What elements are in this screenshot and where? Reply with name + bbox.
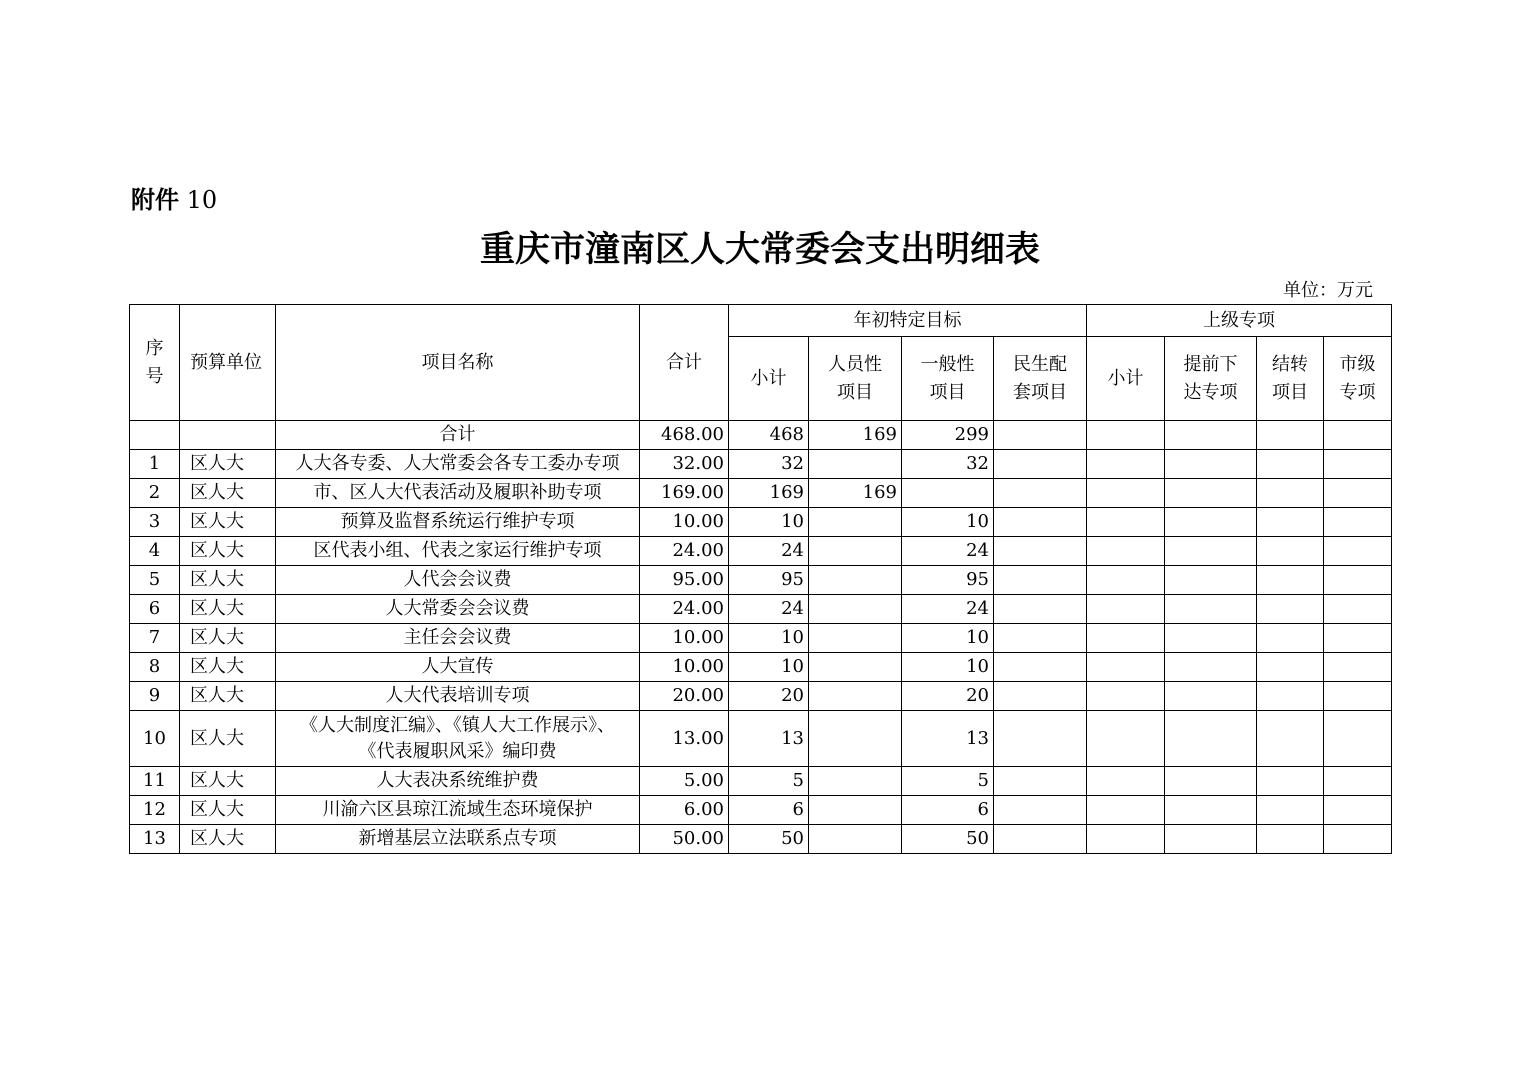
row-g2-municipal	[1324, 767, 1392, 796]
row-g2-municipal	[1324, 711, 1392, 767]
row-unit: 区人大	[180, 537, 276, 566]
header-unit: 预算单位	[180, 305, 276, 421]
header-g1-personnel: 人员性 项目	[809, 337, 902, 421]
row-g2-subtotal	[1087, 624, 1165, 653]
row-name: 新增基层立法联系点专项	[276, 825, 640, 854]
row-g2-advance	[1165, 479, 1257, 508]
row-subtotal: 50	[729, 825, 809, 854]
row-name	[276, 711, 640, 767]
row-g2-carryover	[1257, 450, 1324, 479]
row-name: 人大表决系统维护费	[276, 767, 640, 796]
row-general: 24	[902, 537, 994, 566]
row-general: 10	[902, 624, 994, 653]
row-seq: 9	[130, 682, 180, 711]
row-personnel	[809, 825, 902, 854]
attachment-word: 附件	[131, 186, 179, 214]
row-g2-subtotal	[1087, 595, 1165, 624]
header-group-superior: 上级专项	[1087, 305, 1392, 337]
row-general: 20	[902, 682, 994, 711]
row-unit: 区人大	[180, 479, 276, 508]
row-g2-municipal	[1324, 537, 1392, 566]
row-personnel	[809, 682, 902, 711]
row-subtotal: 10	[729, 508, 809, 537]
row-g2-municipal	[1324, 479, 1392, 508]
row-general: 50	[902, 825, 994, 854]
row-general	[902, 479, 994, 508]
total-row-general: 299	[902, 421, 994, 450]
row-general: 10	[902, 508, 994, 537]
header-g1-livelihood: 民生配 套项目	[994, 337, 1087, 421]
row-personnel	[809, 796, 902, 825]
row-seq: 13	[130, 825, 180, 854]
row-unit: 区人大	[180, 450, 276, 479]
row-g2-subtotal	[1087, 711, 1165, 767]
row-seq: 1	[130, 450, 180, 479]
row-g2-advance	[1165, 767, 1257, 796]
row-personnel	[809, 595, 902, 624]
header-g2-subtotal: 小计	[1087, 337, 1165, 421]
row-g2-subtotal	[1087, 653, 1165, 682]
row-total: 95.00	[640, 566, 729, 595]
row-name-line: 《人大制度汇编》、《镇人大工作展示》、	[300, 714, 615, 736]
row-seq: 7	[130, 624, 180, 653]
table-row	[130, 479, 1392, 508]
row-g2-subtotal	[1087, 537, 1165, 566]
row-personnel	[809, 653, 902, 682]
row-general: 10	[902, 653, 994, 682]
row-seq: 12	[130, 796, 180, 825]
row-name: 主任会会议费	[276, 624, 640, 653]
header-g2-municipal: 市级 专项	[1324, 337, 1392, 421]
row-subtotal: 95	[729, 566, 809, 595]
row-livelihood	[994, 825, 1087, 854]
row-livelihood	[994, 508, 1087, 537]
page-title: 重庆市潼南区人大常委会支出明细表	[479, 229, 1040, 270]
row-total: 24.00	[640, 537, 729, 566]
row-subtotal: 6	[729, 796, 809, 825]
row-g2-advance	[1165, 711, 1257, 767]
total-row-personnel: 169	[809, 421, 902, 450]
header-total: 合计	[640, 305, 729, 421]
row-livelihood	[994, 537, 1087, 566]
row-g2-municipal	[1324, 653, 1392, 682]
row-personnel	[809, 624, 902, 653]
row-name: 人大宣传	[276, 653, 640, 682]
table-row	[130, 537, 1392, 566]
row-g2-carryover	[1257, 711, 1324, 767]
table-row	[130, 508, 1392, 537]
row-subtotal: 24	[729, 595, 809, 624]
total-row	[130, 421, 1392, 450]
row-unit: 区人大	[180, 508, 276, 537]
row-subtotal: 32	[729, 450, 809, 479]
row-g2-municipal	[1324, 825, 1392, 854]
header-name: 项目名称	[276, 305, 640, 421]
expense-table	[129, 304, 1392, 854]
table-row	[130, 624, 1392, 653]
row-name: 川渝六区县琼江流域生态环境保护	[276, 796, 640, 825]
header-g2-carryover: 结转 项目	[1257, 337, 1324, 421]
row-total: 20.00	[640, 682, 729, 711]
row-name: 人大常委会会议费	[276, 595, 640, 624]
table-row	[130, 566, 1392, 595]
row-total: 24.00	[640, 595, 729, 624]
row-unit: 区人大	[180, 566, 276, 595]
row-total: 32.00	[640, 450, 729, 479]
attachment-label	[131, 180, 217, 215]
row-personnel	[809, 508, 902, 537]
row-personnel	[809, 566, 902, 595]
row-personnel	[809, 450, 902, 479]
row-personnel	[809, 711, 902, 767]
row-livelihood	[994, 566, 1087, 595]
row-g2-carryover	[1257, 796, 1324, 825]
row-unit: 区人大	[180, 682, 276, 711]
row-g2-municipal	[1324, 595, 1392, 624]
row-name: 人大各专委、人大常委会各专工委办专项	[276, 450, 640, 479]
row-g2-advance	[1165, 595, 1257, 624]
row-g2-carryover	[1257, 595, 1324, 624]
row-total: 169.00	[640, 479, 729, 508]
row-name: 预算及监督系统运行维护专项	[276, 508, 640, 537]
row-total: 6.00	[640, 796, 729, 825]
row-g2-advance	[1165, 566, 1257, 595]
row-g2-advance	[1165, 653, 1257, 682]
row-g2-carryover	[1257, 767, 1324, 796]
row-unit: 区人大	[180, 595, 276, 624]
row-unit: 区人大	[180, 825, 276, 854]
row-unit: 区人大	[180, 767, 276, 796]
row-subtotal: 5	[729, 767, 809, 796]
row-livelihood	[994, 624, 1087, 653]
row-g2-municipal	[1324, 566, 1392, 595]
table-row	[130, 682, 1392, 711]
row-g2-carryover	[1257, 566, 1324, 595]
row-livelihood	[994, 711, 1087, 767]
row-total: 50.00	[640, 825, 729, 854]
row-g2-carryover	[1257, 825, 1324, 854]
row-seq: 8	[130, 653, 180, 682]
row-g2-subtotal	[1087, 767, 1165, 796]
row-g2-carryover	[1257, 682, 1324, 711]
row-g2-municipal	[1324, 508, 1392, 537]
row-g2-advance	[1165, 825, 1257, 854]
row-personnel	[809, 767, 902, 796]
row-general: 5	[902, 767, 994, 796]
row-seq: 4	[130, 537, 180, 566]
total-row-subtotal: 468	[729, 421, 809, 450]
row-g2-advance	[1165, 450, 1257, 479]
row-g2-municipal	[1324, 796, 1392, 825]
row-name: 人代会会议费	[276, 566, 640, 595]
row-g2-carryover	[1257, 537, 1324, 566]
row-g2-advance	[1165, 682, 1257, 711]
table-row	[130, 450, 1392, 479]
table-row	[130, 653, 1392, 682]
row-total: 10.00	[640, 624, 729, 653]
row-g2-municipal	[1324, 450, 1392, 479]
table-row	[130, 711, 1392, 767]
row-general: 32	[902, 450, 994, 479]
row-name: 人大代表培训专项	[276, 682, 640, 711]
row-general: 13	[902, 711, 994, 767]
row-unit: 区人大	[180, 624, 276, 653]
row-g2-carryover	[1257, 653, 1324, 682]
row-g2-subtotal	[1087, 479, 1165, 508]
total-row-label: 合计	[276, 421, 640, 450]
table-row	[130, 825, 1392, 854]
table-row	[130, 796, 1392, 825]
row-g2-municipal	[1324, 682, 1392, 711]
row-subtotal: 10	[729, 624, 809, 653]
row-general: 6	[902, 796, 994, 825]
row-g2-advance	[1165, 537, 1257, 566]
row-name-line: 《代表履职风采》编印费	[358, 740, 557, 762]
row-livelihood	[994, 682, 1087, 711]
row-g2-advance	[1165, 508, 1257, 537]
row-seq: 6	[130, 595, 180, 624]
header-g1-general: 一般性 项目	[902, 337, 994, 421]
row-g2-subtotal	[1087, 450, 1165, 479]
row-seq: 11	[130, 767, 180, 796]
row-subtotal: 13	[729, 711, 809, 767]
row-personnel	[809, 537, 902, 566]
row-personnel: 169	[809, 479, 902, 508]
header-group-annual: 年初特定目标	[729, 305, 1087, 337]
row-livelihood	[994, 595, 1087, 624]
row-g2-subtotal	[1087, 825, 1165, 854]
row-total: 5.00	[640, 767, 729, 796]
row-g2-carryover	[1257, 479, 1324, 508]
row-subtotal: 10	[729, 653, 809, 682]
table-row	[130, 767, 1392, 796]
row-subtotal: 20	[729, 682, 809, 711]
row-g2-carryover	[1257, 508, 1324, 537]
row-g2-subtotal	[1087, 682, 1165, 711]
row-g2-subtotal	[1087, 508, 1165, 537]
row-unit: 区人大	[180, 711, 276, 767]
row-livelihood	[994, 796, 1087, 825]
row-g2-advance	[1165, 624, 1257, 653]
table-row	[130, 595, 1392, 624]
row-g2-subtotal	[1087, 566, 1165, 595]
row-seq: 10	[130, 711, 180, 767]
row-name: 市、区人大代表活动及履职补助专项	[276, 479, 640, 508]
total-row-total: 468.00	[640, 421, 729, 450]
attachment-number: 10	[186, 186, 218, 214]
row-livelihood	[994, 450, 1087, 479]
row-subtotal: 24	[729, 537, 809, 566]
row-g2-advance	[1165, 796, 1257, 825]
row-general: 95	[902, 566, 994, 595]
row-g2-subtotal	[1087, 796, 1165, 825]
row-unit: 区人大	[180, 653, 276, 682]
header-g1-subtotal: 小计	[729, 337, 809, 421]
header-seq: 序 号	[130, 305, 180, 421]
row-general: 24	[902, 595, 994, 624]
row-livelihood	[994, 767, 1087, 796]
row-g2-carryover	[1257, 624, 1324, 653]
row-seq: 5	[130, 566, 180, 595]
row-total: 10.00	[640, 653, 729, 682]
row-livelihood	[994, 653, 1087, 682]
header-g2-advance: 提前下 达专项	[1165, 337, 1257, 421]
row-livelihood	[994, 479, 1087, 508]
row-unit: 区人大	[180, 796, 276, 825]
unit-label: 单位：万元	[1283, 280, 1373, 301]
row-g2-municipal	[1324, 624, 1392, 653]
row-total: 13.00	[640, 711, 729, 767]
row-total: 10.00	[640, 508, 729, 537]
row-seq: 2	[130, 479, 180, 508]
row-seq: 3	[130, 508, 180, 537]
row-subtotal: 169	[729, 479, 809, 508]
row-name: 区代表小组、代表之家运行维护专项	[276, 537, 640, 566]
